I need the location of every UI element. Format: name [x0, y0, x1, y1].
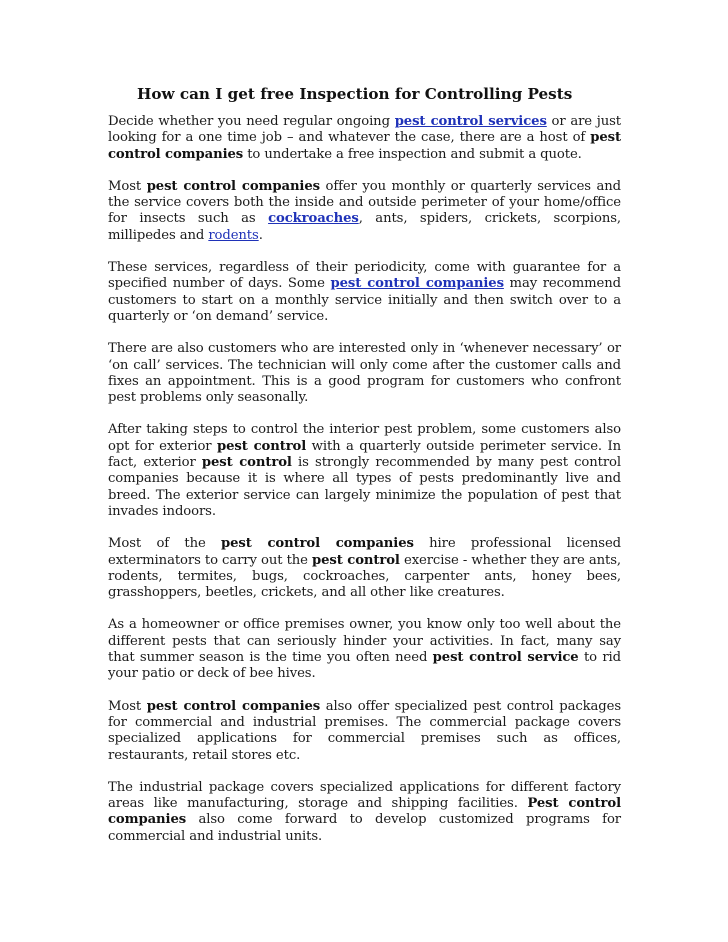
text: There are also customers who are interested only in ‘whenever necessary’ or ‘on call’ services. The technician will only come after the customer calls and fixes an appointment. This is a good program for customers who confront pest problems only seasonally.: [108, 341, 621, 406]
text: also come forward to develop customized programs for commercial and industrial units.: [108, 812, 621, 844]
paragraph-2: [108, 179, 621, 244]
text: hire professional licensed exterminators to carry out the: [108, 536, 622, 568]
paragraph-8: [108, 699, 621, 764]
bold-term: pest control companies: [108, 130, 621, 162]
text: is strongly recommended by many pest control companies because it is where all types of pests predominantly live and breed. The exterior service can largely minimize the population of pest that invades indoors.: [108, 455, 621, 519]
text: offer you monthly or quarterly services and the service covers both the inside and outside perimeter of your home/office for insects such as: [108, 178, 622, 227]
text: As a homeowner or office premises owner, you know only too well about the different pests that can seriously hinder your activities. In fact, many say that summer season is the time you often need: [108, 617, 621, 666]
text: with a quarterly outside perimeter service. In fact, exterior: [108, 438, 622, 471]
bold-term: pest control: [201, 455, 292, 471]
paragraph-4: [108, 341, 621, 406]
text: These services, regardless of their periodicity, come with guarantee for a specified number of days. Some: [108, 260, 621, 292]
text: Most: [108, 178, 147, 194]
bold-term: pest control service: [432, 650, 579, 666]
rodents-link[interactable]: rodents: [208, 227, 259, 243]
bold-term: Pest control companies: [108, 796, 621, 828]
text: also offer specialized pest control packages for commercial and industrial premises. The commercial package covers specialized applications for commercial premises such as offices, restaurants, retail stores etc.: [108, 698, 622, 763]
pest-control-companies-link[interactable]: pest control companies: [330, 276, 504, 292]
paragraph-6: [108, 536, 621, 601]
text: to undertake a free inspection and submit a quote.: [243, 146, 582, 162]
text: The industrial package covers specialized applications for different factory areas like manufacturing, storage and shipping facilities.: [108, 779, 621, 812]
text: exercise - whether they are ants, rodents, termites, bugs, cockroaches, carpenter ants, honey bees, grasshoppers, beetles, crickets, and all other like creatures.: [108, 552, 621, 601]
page-title: How can I get free Inspection for Controlling Pests: [137, 85, 573, 103]
bold-term: pest control: [216, 438, 307, 454]
text: or are just looking for a one time job – and whatever the case, there are a host of: [108, 114, 621, 146]
text: Most of the: [108, 536, 222, 552]
bold-term: pest control companies: [146, 698, 321, 714]
text: .: [258, 227, 263, 243]
text: may recommend customers to start on a monthly service initially and then switch over to a quarterly or ‘on demand’ service.: [108, 276, 622, 324]
text: Most: [108, 698, 147, 714]
cockroaches-link[interactable]: cockroaches: [268, 211, 359, 227]
text: Decide whether you need regular ongoing: [108, 114, 395, 129]
bold-term: pest control companies: [221, 536, 414, 552]
text: to rid your patio or deck of bee hives.: [108, 650, 621, 682]
text: , ants, spiders, crickets, scorpions, millipedes and: [108, 211, 621, 243]
text: After taking steps to control the interior pest problem, some customers also opt for exterior: [108, 422, 621, 454]
pest-control-services-link[interactable]: pest control services: [394, 114, 547, 129]
document-page: [108, 84, 621, 861]
paragraph-9: [108, 780, 621, 845]
bold-term: pest control: [312, 552, 400, 568]
paragraph-1: [108, 114, 621, 163]
paragraph-5: [108, 422, 621, 520]
paragraph-7: [108, 617, 621, 682]
paragraph-3: [108, 260, 621, 325]
bold-term: pest control companies: [146, 178, 320, 194]
